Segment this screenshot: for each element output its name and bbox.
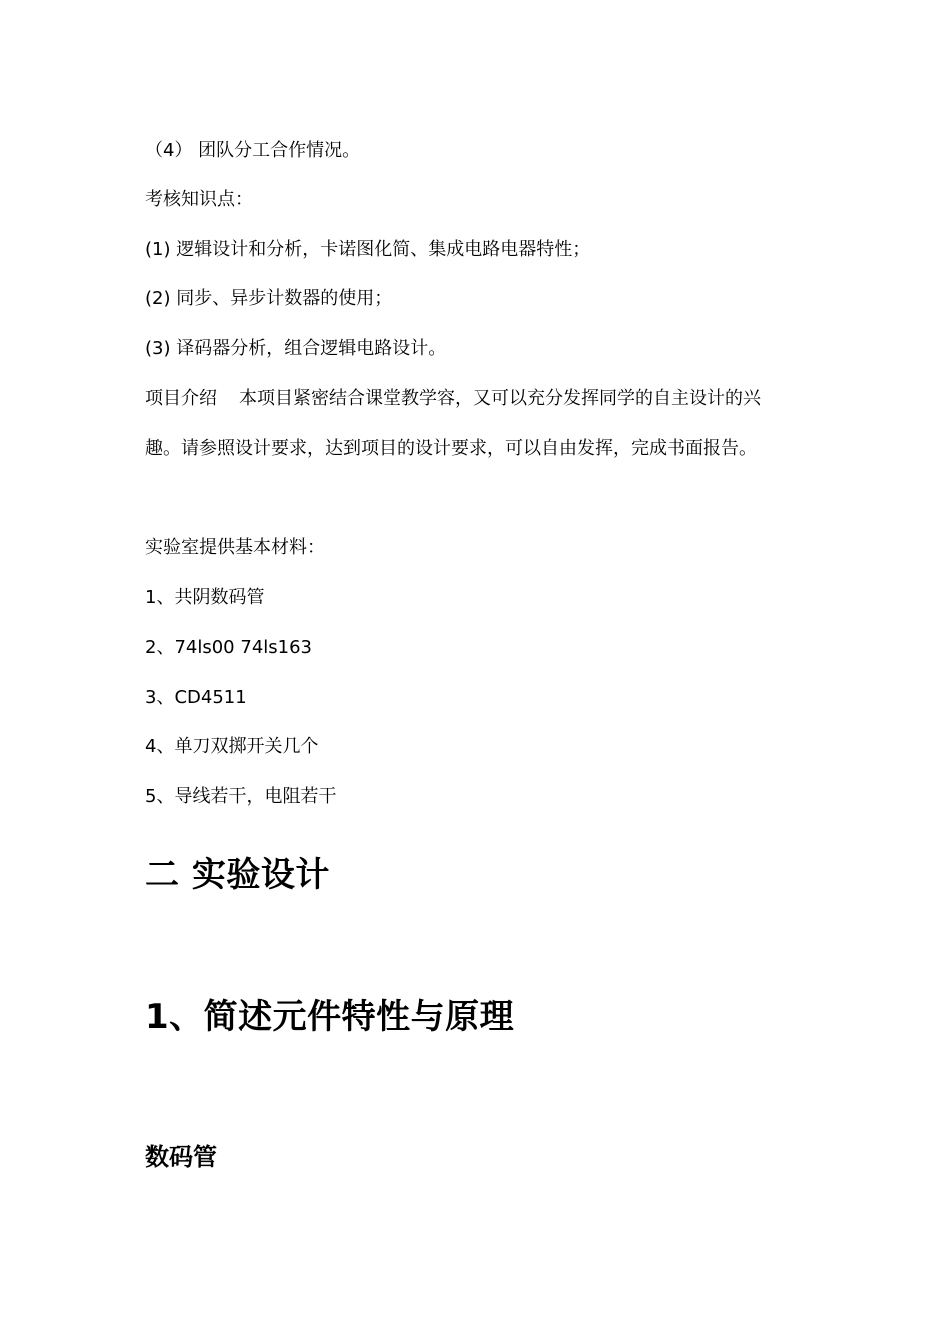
subsubsection-heading: 数码管 <box>145 1143 217 1171</box>
knowledge-item-3: (3) 译码器分析，组合逻辑电路设计。 <box>145 338 447 359</box>
section-heading: 二 实验设计 <box>145 855 330 895</box>
knowledge-title: 考核知识点： <box>145 189 253 210</box>
material-item-5: 5、导线若干，电阻若干 <box>145 786 337 807</box>
material-item-3: 3、CD4511 <box>145 687 247 708</box>
subsection-heading: 1、简述元件特性与原理 <box>145 997 515 1037</box>
project-intro-label: 项目介绍 <box>145 388 217 409</box>
material-item-4: 4、单刀双掷开关几个 <box>145 736 319 757</box>
material-item-2: 2、74ls00 74ls163 <box>145 637 313 658</box>
project-intro-line-2: 趣。请参照设计要求，达到项目的设计要求，可以自由发挥，完成书面报告。 <box>145 438 757 459</box>
knowledge-item-1: (1) 逻辑设计和分析，卡诺图化简、集成电路电器特性； <box>145 239 591 260</box>
project-intro-text-1: 本项目紧密结合课堂教学容，又可以充分发挥同学的自主设计的兴 <box>239 388 761 409</box>
material-item-1: 1、共阴数码管 <box>145 587 265 608</box>
materials-title: 实验室提供基本材料： <box>145 537 325 558</box>
team-item: （4） 团队分工合作情况。 <box>145 140 361 161</box>
knowledge-item-2: (2) 同步、异步计数器的使用； <box>145 288 393 309</box>
project-intro-line-1 <box>145 387 761 411</box>
